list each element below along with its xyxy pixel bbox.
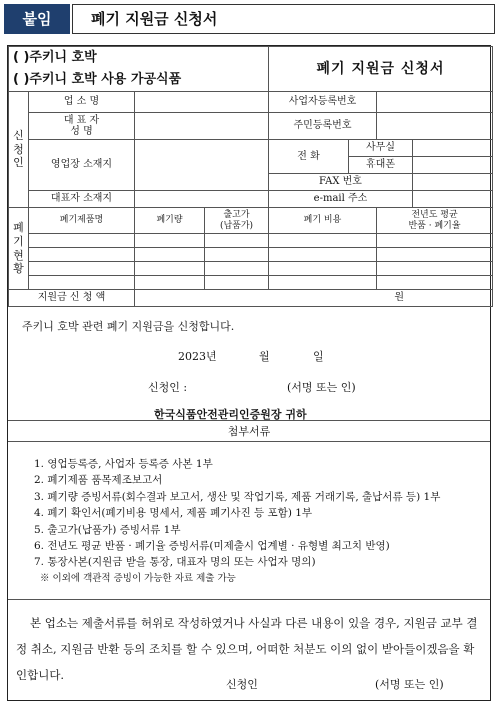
category-processed-food[interactable]: ( )주키니 호박 사용 가공식품 [13, 72, 182, 87]
label-business-address: 영업장 소재지 [29, 140, 135, 191]
field-representative[interactable] [135, 113, 269, 140]
field-email[interactable] [413, 191, 493, 208]
field-business-reg-no[interactable] [377, 92, 493, 113]
label-email: e-mail 주소 [269, 191, 413, 208]
statement-applicant-label: 신청인 : [148, 381, 188, 394]
list-item: 6. 전년도 평균 반품 · 폐기율 증빙서류(미제출시 업계별 · 유형별 최고치 반영) [34, 539, 390, 552]
page-header [4, 4, 495, 36]
field-mobile[interactable] [413, 157, 493, 174]
label-rep-address: 대표자 소재지 [29, 191, 135, 208]
label-representative: 대 표 자 성 명 [29, 113, 135, 140]
list-item: 5. 출고가(납품가) 증빙서류 1부 [34, 523, 181, 536]
field-fax[interactable] [413, 174, 493, 191]
label-amount: 지원금 신 청 액 [9, 290, 135, 307]
label-business-reg-no: 사업자등록번호 [269, 92, 377, 113]
form-title: 폐기 지원금 신청서 [269, 47, 493, 92]
col-header-rate: 전년도 평균 반품 · 폐기율 [377, 208, 493, 234]
attachments-list [8, 442, 490, 600]
list-item: 7. 통장사본(지원금 받을 통장, 대표자 명의 또는 사업자 명의) [34, 556, 316, 569]
label-phone: 전 화 [269, 140, 349, 174]
field-rep-address[interactable] [135, 191, 269, 208]
statement-day: 일 [313, 350, 324, 363]
field-resident-reg-no[interactable] [377, 113, 493, 140]
attachments-title: 첨부서류 [8, 420, 490, 442]
application-form [7, 45, 491, 701]
statement-text: 주키니 호박 관련 폐기 지원금을 신청합니다. [22, 320, 235, 333]
col-header-product: 폐기제품명 [29, 208, 135, 234]
form-table [8, 46, 493, 307]
col-header-price: 출고가 (납품가) [205, 208, 269, 234]
field-office-phone[interactable] [413, 140, 493, 157]
list-item: 3. 폐기량 증빙서류(회수결과 보고서, 생산 및 작업기록, 제품 거래기록, 출납서류 등) 1부 [34, 490, 441, 503]
label-resident-reg-no: 주민등록번호 [269, 113, 377, 140]
attachment-badge: 붙임 [4, 4, 70, 34]
statement-recipient: 한국식품안전관리인증원장 귀하 [154, 408, 307, 421]
label-fax: FAX 번호 [269, 174, 413, 191]
field-amount[interactable] [135, 290, 493, 307]
list-item: 2. 폐기제품 품목제조보고서 [34, 474, 163, 487]
pledge-text: 본 업소는 제출서류를 허위로 작성하였거나 사실과 다른 내용이 있을 경우, 지원금 교부 결정 취소, 지원금 반환 등의 조치를 할 수 있으며, 어떠한 처분도 이의 없이 받아들이겠음을 확인합니다. [16, 616, 478, 682]
col-header-cost: 폐기 비용 [269, 208, 377, 234]
disposal-row [9, 262, 493, 276]
attachments-note: ※ 이외에 객관적 증빙이 가능한 자료 제출 가능 [40, 572, 236, 584]
statement-year: 2023년 [178, 350, 217, 363]
field-business-name[interactable] [135, 92, 269, 113]
field-business-address[interactable] [135, 140, 269, 191]
category-cell [9, 47, 269, 92]
header-title: 폐기 지원금 신청서 [72, 4, 495, 34]
amount-unit: 원 [394, 292, 405, 304]
col-header-quantity: 폐기량 [135, 208, 205, 234]
pledge-sign-name: 신청인 [226, 678, 258, 691]
disposal-side-label: 폐 기 현 황 [9, 208, 29, 290]
category-zucchini[interactable]: ( )주키니 호박 [13, 50, 97, 65]
label-business-name: 업 소 명 [29, 92, 135, 113]
list-item: 4. 폐기 확인서(폐기비용 명세서, 제품 폐기사진 등 포함) 1부 [34, 507, 313, 520]
statement-month: 월 [259, 350, 270, 363]
statement-sign-label: (서명 또는 인) [287, 381, 356, 394]
list-item: 1. 영업등록증, 사업자 등록증 사본 1부 [34, 458, 213, 470]
disposal-row [9, 248, 493, 262]
label-mobile: 휴대폰 [349, 157, 413, 174]
disposal-row [9, 234, 493, 248]
applicant-side-label: 신 청 인 [9, 92, 29, 208]
label-office: 사무실 [349, 140, 413, 157]
pledge-sign-label: (서명 또는 인) [375, 678, 444, 691]
disposal-row [9, 276, 493, 290]
